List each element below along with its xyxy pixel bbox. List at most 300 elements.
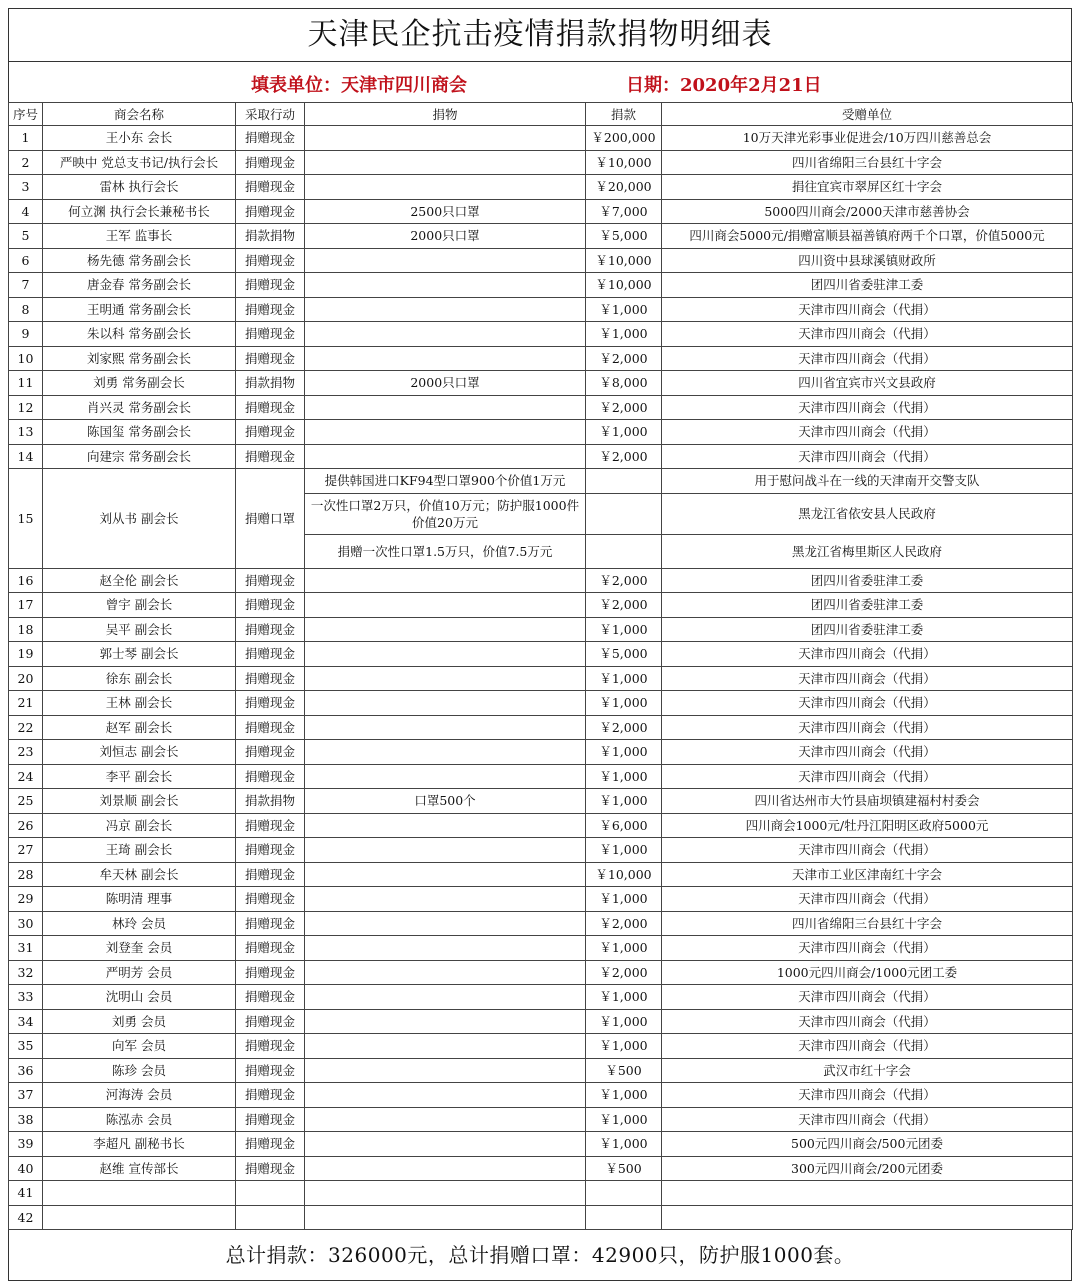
cell-recipient: 黑龙江省梅里斯区人民政府: [662, 534, 1073, 568]
cell-recipient: 天津市四川商会（代捐）: [662, 715, 1073, 740]
table-row: [9, 1034, 1073, 1059]
cell-goods: [305, 175, 586, 200]
cell-amount: ￥500: [586, 1058, 662, 1083]
sheet-subtitle: [8, 61, 1072, 102]
cell-amount: ￥1,000: [586, 1083, 662, 1108]
cell-name: 刘恒志 副会长: [43, 740, 236, 765]
cell-amount: ￥500: [586, 1156, 662, 1181]
donation-table: [8, 102, 1073, 1230]
cell-goods: [305, 642, 586, 667]
cell-no: 31: [9, 936, 43, 961]
cell-amount: ￥1,000: [586, 617, 662, 642]
table-row: [9, 1156, 1073, 1181]
cell-action: [236, 1205, 305, 1230]
cell-amount: ￥1,000: [586, 1034, 662, 1059]
cell-no: 12: [9, 395, 43, 420]
cell-recipient: 天津市四川商会（代捐）: [662, 666, 1073, 691]
cell-goods: [305, 740, 586, 765]
cell-recipient: 团四川省委驻津工委: [662, 593, 1073, 618]
cell-name: 刘从书 副会长: [43, 469, 236, 569]
cell-no: 20: [9, 666, 43, 691]
cell-goods: [305, 395, 586, 420]
cell-name: 严映中 党总支书记/执行会长: [43, 150, 236, 175]
cell-action: 捐赠现金: [236, 764, 305, 789]
table-body-row15: [9, 469, 1073, 569]
cell-goods: [305, 1181, 586, 1206]
cell-recipient: 天津市工业区津南红十字会: [662, 862, 1073, 887]
cell-goods: 2500只口罩: [305, 199, 586, 224]
cell-no: 6: [9, 248, 43, 273]
cell-recipient: 天津市四川商会（代捐）: [662, 691, 1073, 716]
cell-recipient: 四川省绵阳三台县红十字会: [662, 150, 1073, 175]
cell-action: 捐赠现金: [236, 297, 305, 322]
cell-recipient: 天津市四川商会（代捐）: [662, 838, 1073, 863]
cell-amount: ￥5,000: [586, 224, 662, 249]
cell-amount: ￥6,000: [586, 813, 662, 838]
cell-no: 29: [9, 887, 43, 912]
table-row: [9, 322, 1073, 347]
table-row: [9, 740, 1073, 765]
cell-no: 4: [9, 199, 43, 224]
cell-name: 李超凡 副秘书长: [43, 1132, 236, 1157]
cell-action: 捐赠现金: [236, 862, 305, 887]
cell-name: 赵军 副会长: [43, 715, 236, 740]
cell-recipient: 天津市四川商会（代捐）: [662, 985, 1073, 1010]
cell-name: 刘景顺 副会长: [43, 789, 236, 814]
cell-no: 32: [9, 960, 43, 985]
cell-action: 捐赠现金: [236, 985, 305, 1010]
cell-name: 郭士琴 副会长: [43, 642, 236, 667]
cell-recipient: 天津市四川商会（代捐）: [662, 1009, 1073, 1034]
cell-action: 捐赠现金: [236, 617, 305, 642]
cell-action: 捐赠现金: [236, 715, 305, 740]
cell-recipient: 四川商会1000元/牡丹江阳明区政府5000元: [662, 813, 1073, 838]
cell-goods: 口罩500个: [305, 789, 586, 814]
cell-no: 16: [9, 568, 43, 593]
table-body-top: [9, 126, 1073, 469]
cell-no: 37: [9, 1083, 43, 1108]
cell-goods: [305, 1107, 586, 1132]
cell-action: [236, 1181, 305, 1206]
table-row: [9, 838, 1073, 863]
cell-action: 捐赠现金: [236, 887, 305, 912]
cell-name: 向军 会员: [43, 1034, 236, 1059]
cell-no: 41: [9, 1181, 43, 1206]
table-row: [9, 371, 1073, 396]
cell-recipient: 团四川省委驻津工委: [662, 273, 1073, 298]
cell-goods: [305, 617, 586, 642]
cell-goods: [305, 1156, 586, 1181]
cell-goods: [305, 985, 586, 1010]
cell-goods: [305, 297, 586, 322]
cell-amount: ￥1,000: [586, 1009, 662, 1034]
col-header-no: 序号: [9, 103, 43, 126]
cell-no: 15: [9, 469, 43, 569]
table-row: [9, 691, 1073, 716]
table-row: [9, 420, 1073, 445]
cell-name: 向建宗 常务副会长: [43, 444, 236, 469]
cell-no: 7: [9, 273, 43, 298]
cell-action: 捐赠现金: [236, 126, 305, 151]
cell-action: 捐赠现金: [236, 444, 305, 469]
cell-no: 9: [9, 322, 43, 347]
table-row: [9, 199, 1073, 224]
cell-no: 30: [9, 911, 43, 936]
cell-recipient: 捐往宜宾市翠屏区红十字会: [662, 175, 1073, 200]
cell-amount: ￥1,000: [586, 985, 662, 1010]
cell-action: 捐赠现金: [236, 395, 305, 420]
cell-no: 17: [9, 593, 43, 618]
table-row: [9, 715, 1073, 740]
table-row: [9, 960, 1073, 985]
cell-goods: [305, 960, 586, 985]
cell-no: 22: [9, 715, 43, 740]
cell-goods: [305, 322, 586, 347]
cell-no: 13: [9, 420, 43, 445]
cell-amount: ￥1,000: [586, 936, 662, 961]
cell-no: 18: [9, 617, 43, 642]
cell-action: 捐赠现金: [236, 1083, 305, 1108]
cell-action: 捐赠现金: [236, 1058, 305, 1083]
cell-no: 28: [9, 862, 43, 887]
cell-no: 24: [9, 764, 43, 789]
cell-goods: 一次性口罩2万只，价值10万元；防护服1000件价值20万元: [305, 493, 586, 534]
cell-no: 11: [9, 371, 43, 396]
cell-name: 刘勇 会员: [43, 1009, 236, 1034]
cell-action: 捐赠现金: [236, 175, 305, 200]
cell-action: 捐赠现金: [236, 838, 305, 863]
sheet-title: 天津民企抗击疫情捐款捐物明细表: [8, 8, 1072, 61]
cell-recipient: 天津市四川商会（代捐）: [662, 395, 1073, 420]
cell-name: 刘勇 常务副会长: [43, 371, 236, 396]
table-row: [9, 444, 1073, 469]
cell-action: 捐赠现金: [236, 568, 305, 593]
cell-goods: [305, 273, 586, 298]
cell-goods: [305, 936, 586, 961]
filing-unit: 填表单位：天津市四川商会: [251, 75, 467, 96]
table-row: [9, 224, 1073, 249]
cell-name: 赵全伦 副会长: [43, 568, 236, 593]
cell-name: 刘家熙 常务副会长: [43, 346, 236, 371]
cell-action: 捐赠现金: [236, 960, 305, 985]
cell-recipient: 天津市四川商会（代捐）: [662, 1034, 1073, 1059]
cell-no: 23: [9, 740, 43, 765]
cell-no: 33: [9, 985, 43, 1010]
table-row: [9, 395, 1073, 420]
cell-name: 陈明清 理事: [43, 887, 236, 912]
cell-action: 捐款捐物: [236, 789, 305, 814]
cell-recipient: 武汉市红十字会: [662, 1058, 1073, 1083]
cell-recipient: 天津市四川商会（代捐）: [662, 1107, 1073, 1132]
totals-summary: 总计捐款：326000元，总计捐赠口罩：42900只，防护服1000套。: [8, 1230, 1072, 1281]
cell-recipient: 四川资中县球溪镇财政所: [662, 248, 1073, 273]
cell-recipient: [662, 1181, 1073, 1206]
cell-amount: ￥1,000: [586, 691, 662, 716]
cell-no: 19: [9, 642, 43, 667]
cell-recipient: 团四川省委驻津工委: [662, 568, 1073, 593]
table-row: [9, 642, 1073, 667]
table-row: [9, 1009, 1073, 1034]
cell-amount: ￥8,000: [586, 371, 662, 396]
cell-action: 捐赠现金: [236, 936, 305, 961]
cell-amount: ￥1,000: [586, 740, 662, 765]
cell-action: 捐赠现金: [236, 420, 305, 445]
cell-name: 杨先德 常务副会长: [43, 248, 236, 273]
cell-action: 捐赠现金: [236, 666, 305, 691]
cell-recipient: 四川省达州市大竹县庙坝镇建福村村委会: [662, 789, 1073, 814]
cell-name: [43, 1205, 236, 1230]
cell-recipient: 天津市四川商会（代捐）: [662, 444, 1073, 469]
cell-no: 26: [9, 813, 43, 838]
table-row: [9, 1205, 1073, 1230]
cell-recipient: 四川商会5000元/捐赠富顺县福善镇府两千个口罩，价值5000元: [662, 224, 1073, 249]
cell-name: 王小东 会长: [43, 126, 236, 151]
table-row: [9, 593, 1073, 618]
cell-amount: ￥1,000: [586, 887, 662, 912]
cell-goods: [305, 126, 586, 151]
cell-action: 捐款捐物: [236, 371, 305, 396]
cell-amount: ￥1,000: [586, 1107, 662, 1132]
cell-action: 捐款捐物: [236, 224, 305, 249]
table-row: [9, 150, 1073, 175]
cell-no: 25: [9, 789, 43, 814]
table-body-bottom: [9, 568, 1073, 1230]
cell-no: 38: [9, 1107, 43, 1132]
table-row: [9, 666, 1073, 691]
cell-goods: [305, 1205, 586, 1230]
table-row: [9, 1181, 1073, 1206]
table-row: [9, 1132, 1073, 1157]
cell-goods: [305, 346, 586, 371]
cell-recipient: 天津市四川商会（代捐）: [662, 936, 1073, 961]
cell-amount: ￥7,000: [586, 199, 662, 224]
cell-goods: [305, 666, 586, 691]
cell-goods: [305, 862, 586, 887]
cell-recipient: 天津市四川商会（代捐）: [662, 764, 1073, 789]
cell-name: 唐金春 常务副会长: [43, 273, 236, 298]
cell-action: 捐赠现金: [236, 691, 305, 716]
cell-recipient: 天津市四川商会（代捐）: [662, 642, 1073, 667]
table-row: [9, 936, 1073, 961]
cell-recipient: 300元四川商会/200元团委: [662, 1156, 1073, 1181]
cell-amount: ￥2,000: [586, 568, 662, 593]
cell-name: 李平 副会长: [43, 764, 236, 789]
col-header-goods: 捐物: [305, 103, 586, 126]
cell-name: 严明芳 会员: [43, 960, 236, 985]
cell-goods: [305, 1083, 586, 1108]
cell-amount: ￥10,000: [586, 273, 662, 298]
cell-goods: [305, 691, 586, 716]
cell-no: 5: [9, 224, 43, 249]
col-header-name: 商会名称: [43, 103, 236, 126]
cell-goods: [305, 444, 586, 469]
table-row: [9, 789, 1073, 814]
table-row: [9, 126, 1073, 151]
cell-recipient: 5000四川商会/2000天津市慈善协会: [662, 199, 1073, 224]
cell-amount: ￥10,000: [586, 248, 662, 273]
table-row: [9, 248, 1073, 273]
cell-no: 10: [9, 346, 43, 371]
cell-goods: [305, 150, 586, 175]
col-header-amount: 捐款: [586, 103, 662, 126]
cell-action: 捐赠现金: [236, 248, 305, 273]
cell-action: 捐赠现金: [236, 150, 305, 175]
cell-recipient: [662, 1205, 1073, 1230]
cell-action: 捐赠现金: [236, 346, 305, 371]
cell-goods: 2000只口罩: [305, 224, 586, 249]
cell-amount: [586, 1181, 662, 1206]
cell-no: 34: [9, 1009, 43, 1034]
table-row: [9, 1083, 1073, 1108]
cell-goods: [305, 248, 586, 273]
cell-action: 捐赠现金: [236, 1132, 305, 1157]
cell-amount: ￥2,000: [586, 715, 662, 740]
cell-amount: [586, 469, 662, 494]
cell-goods: [305, 911, 586, 936]
cell-amount: ￥1,000: [586, 666, 662, 691]
donation-sheet: [8, 8, 1072, 1281]
cell-goods: 捐赠一次性口罩1.5万只，价值7.5万元: [305, 534, 586, 568]
cell-no: 35: [9, 1034, 43, 1059]
cell-goods: [305, 420, 586, 445]
cell-action: 捐赠现金: [236, 1009, 305, 1034]
cell-recipient: 天津市四川商会（代捐）: [662, 420, 1073, 445]
cell-name: 牟天林 副会长: [43, 862, 236, 887]
table-row: [9, 297, 1073, 322]
cell-recipient: 天津市四川商会（代捐）: [662, 297, 1073, 322]
cell-name: 陈国玺 常务副会长: [43, 420, 236, 445]
cell-action: 捐赠现金: [236, 740, 305, 765]
cell-goods: [305, 568, 586, 593]
cell-goods: [305, 838, 586, 863]
cell-recipient: 四川省宜宾市兴文县政府: [662, 371, 1073, 396]
cell-recipient: 10万天津光彩事业促进会/10万四川慈善总会: [662, 126, 1073, 151]
cell-goods: 提供韩国进口KF94型口罩900个价值1万元: [305, 469, 586, 494]
cell-no: 2: [9, 150, 43, 175]
table-row: [9, 175, 1073, 200]
cell-amount: ￥10,000: [586, 862, 662, 887]
table-row: [9, 1107, 1073, 1132]
cell-recipient: 天津市四川商会（代捐）: [662, 740, 1073, 765]
cell-amount: ￥200,000: [586, 126, 662, 151]
cell-name: 王军 监事长: [43, 224, 236, 249]
cell-goods: [305, 593, 586, 618]
cell-amount: ￥2,000: [586, 346, 662, 371]
cell-action: 捐赠现金: [236, 813, 305, 838]
cell-name: 河海涛 会员: [43, 1083, 236, 1108]
cell-action: 捐赠现金: [236, 642, 305, 667]
cell-no: 40: [9, 1156, 43, 1181]
cell-goods: [305, 1132, 586, 1157]
cell-amount: ￥1,000: [586, 789, 662, 814]
cell-amount: ￥2,000: [586, 960, 662, 985]
cell-name: 王琦 副会长: [43, 838, 236, 863]
cell-recipient: 团四川省委驻津工委: [662, 617, 1073, 642]
cell-action: 捐赠现金: [236, 273, 305, 298]
cell-goods: [305, 813, 586, 838]
table-row: [9, 764, 1073, 789]
cell-name: 吴平 副会长: [43, 617, 236, 642]
cell-goods: [305, 1034, 586, 1059]
table-row: [9, 273, 1073, 298]
cell-amount: ￥2,000: [586, 593, 662, 618]
cell-recipient: 四川省绵阳三台县红十字会: [662, 911, 1073, 936]
cell-action: 捐赠口罩: [236, 469, 305, 569]
cell-amount: [586, 1205, 662, 1230]
cell-goods: [305, 715, 586, 740]
table-row: [9, 346, 1073, 371]
cell-amount: [586, 534, 662, 568]
cell-amount: ￥1,000: [586, 420, 662, 445]
cell-recipient: 1000元四川商会/1000元团工委: [662, 960, 1073, 985]
cell-action: 捐赠现金: [236, 1156, 305, 1181]
cell-action: 捐赠现金: [236, 199, 305, 224]
cell-name: 王明通 常务副会长: [43, 297, 236, 322]
cell-goods: [305, 764, 586, 789]
table-row: [9, 911, 1073, 936]
cell-recipient: 天津市四川商会（代捐）: [662, 346, 1073, 371]
cell-action: 捐赠现金: [236, 1107, 305, 1132]
cell-amount: ￥1,000: [586, 838, 662, 863]
cell-no: 27: [9, 838, 43, 863]
cell-recipient: 天津市四川商会（代捐）: [662, 1083, 1073, 1108]
cell-amount: ￥1,000: [586, 297, 662, 322]
table-row: [9, 617, 1073, 642]
table-row: [9, 887, 1073, 912]
cell-name: 林玲 会员: [43, 911, 236, 936]
cell-no: 1: [9, 126, 43, 151]
cell-recipient: 天津市四川商会（代捐）: [662, 887, 1073, 912]
cell-amount: ￥1,000: [586, 322, 662, 347]
table-row: [9, 813, 1073, 838]
header-row: [9, 103, 1073, 126]
cell-amount: ￥10,000: [586, 150, 662, 175]
cell-goods: [305, 1009, 586, 1034]
cell-no: 42: [9, 1205, 43, 1230]
table-row: [9, 1058, 1073, 1083]
col-header-action: 采取行动: [236, 103, 305, 126]
cell-action: 捐赠现金: [236, 322, 305, 347]
cell-amount: ￥5,000: [586, 642, 662, 667]
cell-action: 捐赠现金: [236, 1034, 305, 1059]
cell-action: 捐赠现金: [236, 911, 305, 936]
table-row: [9, 568, 1073, 593]
cell-amount: ￥2,000: [586, 395, 662, 420]
cell-name: 朱以科 常务副会长: [43, 322, 236, 347]
cell-name: 曾宇 副会长: [43, 593, 236, 618]
cell-name: 徐东 副会长: [43, 666, 236, 691]
cell-goods: 2000只口罩: [305, 371, 586, 396]
cell-name: 雷林 执行会长: [43, 175, 236, 200]
cell-goods: [305, 1058, 586, 1083]
cell-recipient: 天津市四川商会（代捐）: [662, 322, 1073, 347]
cell-amount: ￥1,000: [586, 1132, 662, 1157]
cell-amount: ￥2,000: [586, 911, 662, 936]
cell-name: 刘登奎 会员: [43, 936, 236, 961]
cell-goods: [305, 887, 586, 912]
cell-amount: ￥20,000: [586, 175, 662, 200]
cell-no: 8: [9, 297, 43, 322]
cell-recipient: 用于慰问战斗在一线的天津南开交警支队: [662, 469, 1073, 494]
cell-no: 36: [9, 1058, 43, 1083]
cell-name: 肖兴灵 常务副会长: [43, 395, 236, 420]
cell-name: 陈珍 会员: [43, 1058, 236, 1083]
cell-name: 沈明山 会员: [43, 985, 236, 1010]
cell-amount: [586, 493, 662, 534]
cell-no: 14: [9, 444, 43, 469]
cell-no: 3: [9, 175, 43, 200]
cell-recipient: 500元四川商会/500元团委: [662, 1132, 1073, 1157]
